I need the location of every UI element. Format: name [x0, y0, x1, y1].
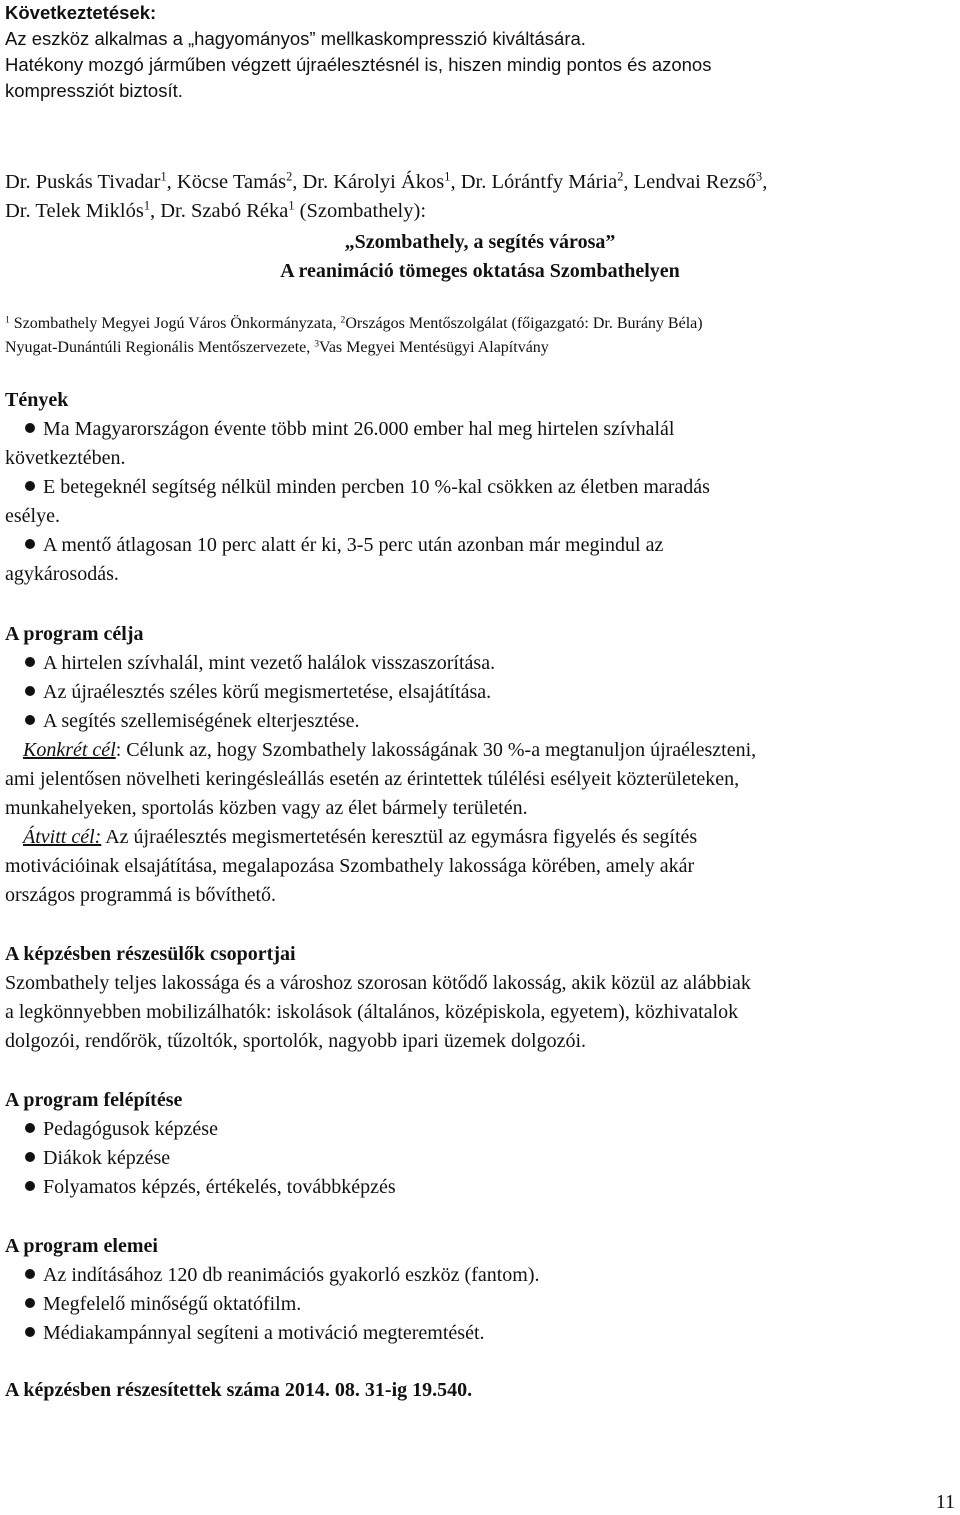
facts-heading: Tények	[5, 389, 69, 411]
transferred-goal: Átvitt cél: Az újraélesztés megismertetésén keresztül az egymásra figyelés és segítés	[23, 826, 698, 848]
transferred-goal-cont: motivációinak elsajátítása, megalapozása Szombathely lakossága körében, amely akár	[5, 855, 695, 877]
transferred-goal-cont: országos programmá is bővíthető.	[5, 884, 277, 906]
subtitle-line: A reanimáció tömeges oktatása Szombathelyen	[280, 260, 680, 282]
conclusions-line: Hatékony mozgó járműben végzett újraélesztésnél is, hiszen mindig pontos és azonos	[5, 54, 712, 75]
affiliations	[5, 312, 955, 360]
facts-item-cont: esélye.	[5, 505, 60, 527]
conclusions-heading: Következtetések:	[5, 2, 157, 23]
facts-section	[5, 386, 955, 589]
elements-item: Megfelelő minőségű oktatófilm.	[5, 1290, 955, 1319]
bullet-icon	[25, 686, 35, 696]
bullet-icon	[25, 481, 35, 491]
total-section	[5, 1376, 955, 1405]
goal-heading: A program célja	[5, 623, 144, 645]
bullet-icon	[25, 1181, 35, 1191]
concrete-goal: Konkrét cél: Célunk az, hogy Szombathely lakosságának 30 %-a megtanuljon újraéleszteni,	[23, 739, 757, 761]
bullet-icon	[25, 539, 35, 549]
bullet-icon	[25, 1327, 35, 1337]
goal-item: A hirtelen szívhalál, mint vezető halálok visszaszorítása.	[5, 649, 955, 678]
bullet-icon	[25, 1298, 35, 1308]
conclusions-line: Az eszköz alkalmas a „hagyományos” mellkaskompresszió kiváltására.	[5, 28, 586, 49]
structure-item: Folyamatos képzés, értékelés, továbbképzés	[5, 1173, 955, 1202]
affiliation-line: Nyugat-Dunántúli Regionális Mentőszervezete, $^3$Vas Megyei Mentésügyi Alapítvány	[5, 338, 549, 356]
bullet-icon	[25, 1123, 35, 1133]
bullet-icon	[25, 1152, 35, 1162]
structure-section	[5, 1086, 955, 1202]
page-number: 11	[935, 1491, 955, 1513]
elements-heading: A program elemei	[5, 1235, 158, 1257]
goal-item: A segítés szellemiségének elterjesztése.	[5, 707, 955, 736]
title-line: „Szombathely, a segítés városa”	[344, 231, 616, 253]
participants-heading: A képzésben részesülők csoportjai	[5, 943, 296, 965]
bullet-icon	[25, 423, 35, 433]
conclusions-section	[5, 0, 955, 104]
bullet-icon	[25, 715, 35, 725]
goal-section	[5, 620, 955, 910]
authors-line: Dr. Puskás Tivadar$^1$, Köcse Tamás$^2$, Dr. Károlyi Ákos$^1$, Dr. Lórántfy Mária$^2$, Lendvai Rezső$^3$,	[5, 169, 768, 193]
concrete-goal-cont: munkahelyeken, sportolás közben vagy az élet bármely területén.	[5, 797, 528, 819]
bullet-icon	[25, 657, 35, 667]
facts-item-cont: agykárosodás.	[5, 563, 119, 585]
goal-item: Az újraélesztés széles körű megismertetése, elsajátítása.	[5, 678, 955, 707]
facts-item: A mentő átlagosan 10 perc alatt ér ki, 3-5 perc után azonban már megindul az	[5, 531, 955, 560]
facts-item: E betegeknél segítség nélkül minden percben 10 %-kal csökken az életben maradás	[5, 473, 955, 502]
participants-line: a legkönnyebben mobilizálhatók: iskolások (általános, középiskola, egyetem), közhivatalok	[5, 1001, 739, 1023]
elements-item: Médiakampánnyal segíteni a motiváció megteremtését.	[5, 1319, 955, 1348]
participants-section	[5, 940, 955, 1056]
participants-line: Szombathely teljes lakossága és a városhoz szorosan kötődő lakosság, akik közül az alábbiak	[5, 972, 751, 994]
title-section	[5, 228, 955, 286]
elements-item: Az indításához 120 db reanimációs gyakorló eszköz (fantom).	[5, 1261, 955, 1290]
facts-item: Ma Magyarországon évente több mint 26.000 ember hal meg hirtelen szívhalál	[5, 415, 955, 444]
total-trained: A képzésben részesítettek száma 2014. 08. 31-ig 19.540.	[5, 1379, 473, 1401]
authors-line: Dr. Telek Miklós$^1$, Dr. Szabó Réka$^1$ (Szombathely):	[5, 198, 427, 222]
authors-section	[5, 168, 955, 226]
participants-line: dolgozói, rendőrök, tűzoltók, sportolók, nagyobb ipari üzemek dolgozói.	[5, 1030, 586, 1052]
concrete-goal-cont: ami jelentősen növelheti keringésleállás esetén az érintettek túlélési esélyeit közterületeken,	[5, 768, 740, 790]
structure-heading: A program felépítése	[5, 1089, 183, 1111]
elements-section	[5, 1232, 955, 1348]
conclusions-line: kompressziót biztosít.	[5, 80, 183, 101]
structure-item: Pedagógusok képzése	[5, 1115, 955, 1144]
bullet-icon	[25, 1269, 35, 1279]
structure-item: Diákok képzése	[5, 1144, 955, 1173]
facts-item-cont: következtében.	[5, 447, 126, 469]
affiliation-line: $^1$ Szombathely Megyei Jogú Város Önkormányzata, $^2$Országos Mentőszolgálat (főigazgató: Dr. Burány Béla)	[5, 314, 703, 332]
